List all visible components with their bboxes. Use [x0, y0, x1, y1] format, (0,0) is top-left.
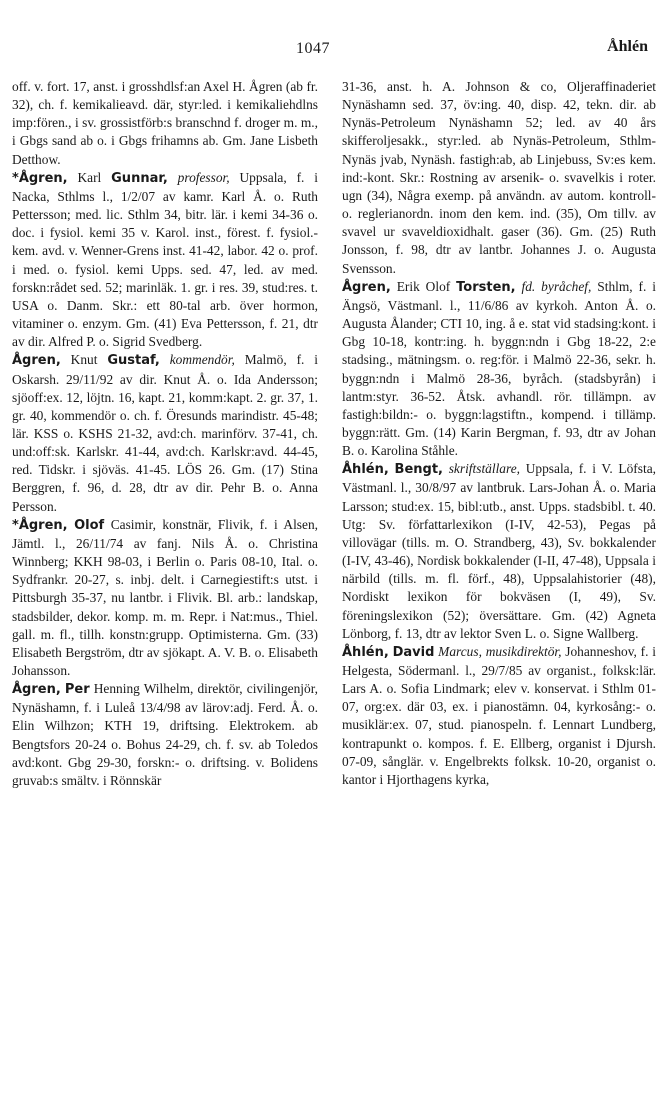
- given-name: Torsten,: [456, 279, 516, 295]
- surname: Ågren,: [12, 682, 61, 698]
- entry-continuation: off. v. fort. 17, anst. i grosshdlsf:an Axel H. Ågren (ab fr. 32), ch. f. kemikalieavd. där, styr:led. i kemikaliehdlns imp:fören., i sv. grossistförb:s branschnd f. droger m. m., i Gbgs sand ab o. i Gbgs frihamns ab. Gm. Jane Lisbeth Detthow.: [12, 79, 318, 167]
- surname: Ågren,: [12, 353, 61, 369]
- occupation: Marcus, musikdirektör,: [434, 643, 562, 659]
- occupation: fd. byråchef,: [515, 278, 592, 294]
- given-name: Gustaf,: [107, 353, 160, 369]
- surname: Åhlén,: [342, 644, 389, 660]
- occupation: professor,: [167, 169, 230, 185]
- running-head: Åhlén: [607, 38, 648, 55]
- biography-entry: Ågren, Per Henning Wilhelm, direktör, civilingenjör, Nynäshamn, f. i Luleå 13/4/98 av lärov:adj. Ferd. Å. o. Elin Wilhzon; KTH 19, driftsing. Elektrokem. ab Bengtsfors 20-24 o. Bohus 24-29, ch. f. sv. ab Toledos avd:kont. Gbg 29-30, forskn:- o. driftsing. v. Bolidens gruvab:s smältv. i Rönnskär: [12, 681, 318, 788]
- surname: Ågren,: [18, 170, 68, 186]
- biography-entry: Ågren, Knut Gustaf, kommendör, Malmö, f. i Oskarsh. 29/11/92 av dir. Knut Å. o. Ida Andersson; sjöoff:ex. 12, löjtn. 16, kapt. 21, komm:kapt. 2. gr. 37, 1. gr. 40, kommendör o. ch. f. Öresunds marindistr. 45-48; lär. KSS o. KSHS 21-32, avd:ch. marinförv. 37-41, ch. und:off:sk. Karlskr. 41-44, avd:ch. Karlskr:avd. 44-45, red. Tidskr. i sjöväs. 41-45. LÖS 26. Gm. (17) Stina Berggren, f. 96, d. 28, dtr av dir. Pehr B. o. Anna Persson.: [12, 352, 318, 514]
- biography-entry: Åhlén, Bengt, skriftställare, Uppsala, f. i V. Löfsta, Västmanl. l., 30/8/97 av lantbruk. Lars-Johan Å. o. Maria Larsson; stud:ex. 15, bibl:utb., anst. Upps. stadsbibl. t. 40. Utg: Sv. författarlexikon (I-IV, 42-53), Pegas på villovägar (tills. m. O. Strandberg, 43), Sv. bokkalender (I-IV, 43-46), Nordisk bokkalender (I-II, 47-48), Uppsala i närbild (tills. m. fl. förf., 48), Uppsalahistorier (48), Nordiskt lexikon för bokväsen (I, 49), Sv. föreningslexikon (52); översättare. Gm. (42) Agneta Lönborg, f. 13, dtr av lektor Sven L. o. Signe Wallberg.: [342, 461, 656, 641]
- page-number: 1047: [296, 40, 330, 57]
- biography-entry: *Ågren, Karl Gunnar, professor, Uppsala, f. i Nacka, Sthlms l., 1/2/07 av kamr. Karl Å. o. Ruth Pettersson; med. lic. Sthlm 34, bitr. lär. i kemi 34-36 o. doc. i fysiol. kemi 35 v. Karol. inst., förest. f. fysiol.-kem. avd. v. Wenner-Grens inst. 41-42, labor. 42 o. prof. i med. o. fysiol. kemi Upps. sed. 47, led. av med. forskn:rådet sed. 52; marinläk. 1. gr. i res. 39, stud:res. t. USA o. Danm. Skr.: ett 80-tal arb. över hormon, vitaminer o. enzym. Gm. (41) Eva Pettersson, f. 21, dtr av dir. Alfred P. o. Sigrid Svedberg.: [12, 169, 318, 350]
- given-name: Gunnar,: [111, 170, 168, 186]
- occupation: kommendör,: [159, 352, 235, 368]
- left-column: [12, 78, 318, 790]
- entry-continuation: 31-36, anst. h. A. Johnson & co, Oljeraffinaderiet Nynäshamn sed. 37, öv:ing. 40, disp. 42, tekn. dir. ab Nynäs-Petroleum Nynäshamn 52; led. av 40 års skifferoljesakk., styr:led. ab Nynäs-Petroleum, Sthlm-Nynäs jvab, Nynäsh. fastigh:ab, ab Linjebuss, Sv:es kem. ind:-kont. Skr.: Rostning av arsenik- o. svavelkis i roter. ugn (34), Några exemp. på användn. av autom. kontroll- o. reglerianordn. inom den kem. ind. (35), Om tillv. av svavel ur svaveldioxidhalt. gaser (36). Gm. (25) Ruth Jonsson, f. 98, dtr av lantbr. Johannes J. o. Augusta Svensson.: [342, 79, 656, 276]
- given-name: Per: [64, 682, 90, 698]
- given-name: Olof: [74, 517, 105, 533]
- right-column: [342, 78, 656, 789]
- given-name: Bengt,: [394, 462, 443, 478]
- biography-entry: *Ågren, Olof Casimir, konstnär, Flivik, f. i Alsen, Jämtl. l., 26/11/74 av fanj. Nils Å. o. Christina Winnberg; KKH 98-03, i Berlin o. Paris 08-10, Ital. o. Sydfrankr. 20-27, s. inbj. delt. i Carnegiestift:s utst. i Pittsburgh 35-37, nu lantbr. i Flivik. Bl. arb.: landskap, stadsbilder, dekor. komp. m. m. Repr. i Nat:mus., Thiel. gall. m. fl., tillh. konstn:grupp. Optimisterna. Gm. (33) Elisabeth Bergström, dtr av sjökapt. A. V. B. o. Elisabeth Johansson.: [12, 516, 318, 678]
- given-name: David: [392, 644, 435, 660]
- biography-entry: Ågren, Erik Olof Torsten, fd. byråchef, Sthlm, f. i Ängsö, Västmanl. l., 11/6/86 av kyrkoh. Anton Å. o. Augusta Ålander; CTI 10, ing. å e. stat vid stadsing:kont. i Gbg 10-18, kontr:ing. h. byggn:ndn i Gbg 18-22, 2:e stadsing., mätningsm. o. reg:för. i Malmö 22-36, sekr. h. byggn:ndn i Malmö 28-36, byråch. (stadsbyrån) i lantm:styr. 36-52. Åtsk. avhandl. rör. tillämpn. av fastigh:bildn:- o. byggn:lagstiftn., kompend. i tillämp. byggn:rätt. Gm. (14) Karin Bergman, f. 93, dtr av Johan B. o. Karolina Ståhle.: [342, 278, 657, 459]
- surname: Ågren,: [342, 279, 391, 295]
- occupation: skriftställare,: [442, 461, 521, 477]
- biography-entry: Åhlén, David Marcus, musikdirektör, Johanneshov, f. i Helgesta, Södermanl. l., 29/7/85 av organist., folksk:lär. Lars A. o. Sofia Lindmark; elev v. konservat. i Sthlm 01-07, org:ex. där 03, ex. i pianostämn. 04, kyrkosång:- o. musiklär:ex. 07, stud. pianospeln. f. Lennart Lundberg, kontrapunkt o. kompos. f. E. Ellberg, organist i Djursh. 07-09, sånglär. v. Engelbrekts folksk. 10-20, organist o. kantor i Hjorthagens kyrka,: [342, 643, 656, 787]
- surname: Ågren,: [18, 517, 68, 533]
- surname: Åhlén,: [342, 462, 389, 478]
